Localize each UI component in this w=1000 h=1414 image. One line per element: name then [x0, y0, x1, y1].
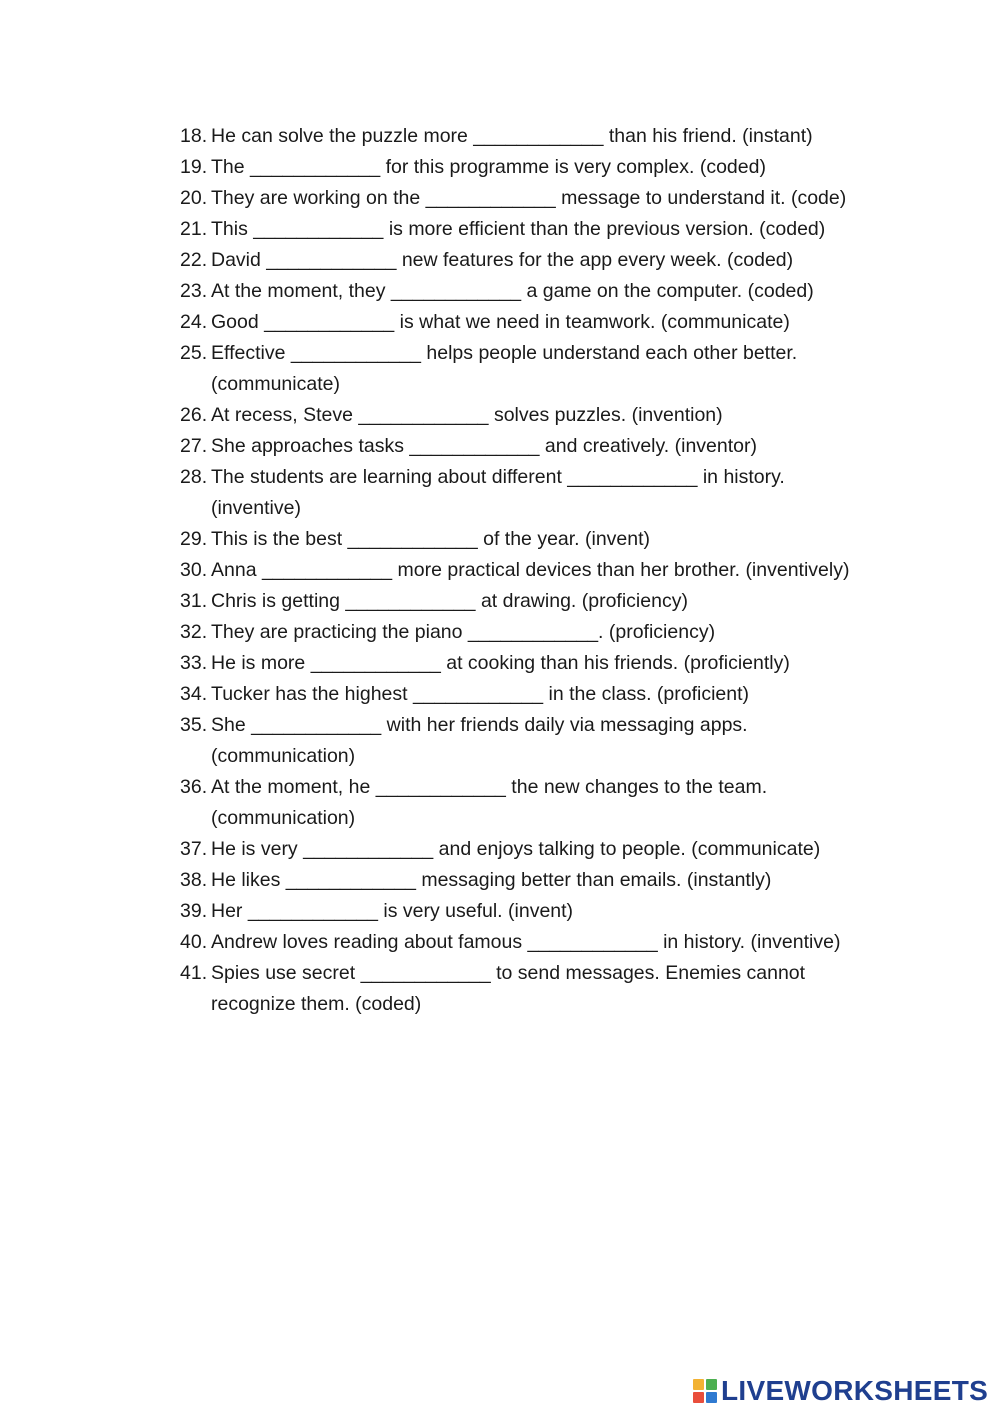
question-item: [180, 586, 870, 617]
question-item: [180, 865, 870, 896]
question-number: 27.: [180, 435, 208, 457]
question-item: [180, 772, 870, 834]
question-number: 35.: [180, 714, 208, 736]
question-item: [180, 462, 870, 524]
question-text: David ____________ new features for the app every week. (coded): [211, 249, 794, 271]
question-number: 23.: [180, 280, 208, 302]
logo-square: [693, 1392, 704, 1403]
logo-square: [706, 1379, 717, 1390]
question-number: 24.: [180, 311, 208, 333]
question-text: At the moment, he ____________ the new changes to the team. (communication): [211, 776, 768, 829]
question-text: He is more ____________ at cooking than his friends. (proficiently): [211, 652, 790, 674]
question-number: 22.: [180, 249, 208, 271]
question-item: [180, 431, 870, 462]
question-number: 21.: [180, 218, 208, 240]
question-text: Spies use secret ____________ to send messages. Enemies cannot recognize them. (coded): [211, 962, 806, 1015]
question-number: 36.: [180, 776, 208, 798]
question-item: [180, 679, 870, 710]
question-number: 28.: [180, 466, 208, 488]
question-text: She ____________ with her friends daily via messaging apps. (communication): [211, 714, 748, 767]
question-item: [180, 710, 870, 772]
question-text: At recess, Steve ____________ solves puzzles. (invention): [211, 404, 723, 426]
question-number: 30.: [180, 559, 208, 581]
question-text: Effective ____________ helps people understand each other better. (communicate): [211, 342, 798, 395]
question-number: 18.: [180, 125, 208, 147]
question-item: [180, 648, 870, 679]
question-item: [180, 121, 870, 152]
question-text: Anna ____________ more practical devices than her brother. (inventively): [211, 559, 850, 581]
question-number: 37.: [180, 838, 208, 860]
question-text: This is the best ____________ of the year. (invent): [211, 528, 651, 550]
question-text: The students are learning about different ____________ in history. (inventive): [211, 466, 785, 519]
question-number: 20.: [180, 187, 208, 209]
question-number: 34.: [180, 683, 208, 705]
question-item: [180, 338, 870, 400]
question-text: They are working on the ____________ message to understand it. (code): [211, 187, 847, 209]
question-text: He is very ____________ and enjoys talking to people. (communicate): [211, 838, 821, 860]
worksheet-questions: [180, 121, 870, 1020]
liveworksheets-logo-icon: [693, 1379, 717, 1403]
logo-square: [706, 1392, 717, 1403]
question-text: At the moment, they ____________ a game on the computer. (coded): [211, 280, 814, 302]
question-text: Tucker has the highest ____________ in the class. (proficient): [211, 683, 750, 705]
question-number: 19.: [180, 156, 208, 178]
question-item: [180, 214, 870, 245]
question-text: The ____________ for this programme is very complex. (coded): [211, 156, 766, 178]
question-item: [180, 896, 870, 927]
question-text: He likes ____________ messaging better than emails. (instantly): [211, 869, 772, 891]
question-text: This ____________ is more efficient than the previous version. (coded): [211, 218, 826, 240]
question-item: [180, 152, 870, 183]
liveworksheets-brand: [693, 1373, 988, 1409]
question-number: 31.: [180, 590, 208, 612]
question-text: Andrew loves reading about famous ____________ in history. (inventive): [211, 931, 841, 953]
question-number: 39.: [180, 900, 208, 922]
question-number: 40.: [180, 931, 208, 953]
question-text: He can solve the puzzle more ____________ than his friend. (instant): [211, 125, 813, 147]
question-item: [180, 958, 870, 1020]
question-item: [180, 834, 870, 865]
logo-square: [693, 1379, 704, 1390]
question-number: 33.: [180, 652, 208, 674]
question-item: [180, 524, 870, 555]
question-item: [180, 400, 870, 431]
question-item: [180, 307, 870, 338]
question-item: [180, 276, 870, 307]
question-text: Good ____________ is what we need in teamwork. (communicate): [211, 311, 790, 333]
question-number: 32.: [180, 621, 208, 643]
question-number: 41.: [180, 962, 208, 984]
question-item: [180, 555, 870, 586]
question-item: [180, 617, 870, 648]
question-number: 38.: [180, 869, 208, 891]
question-item: [180, 927, 870, 958]
question-text: Chris is getting ____________ at drawing. (proficiency): [211, 590, 688, 612]
question-text: They are practicing the piano ____________. (proficiency): [211, 621, 716, 643]
question-item: [180, 245, 870, 276]
question-item: [180, 183, 870, 214]
question-number: 29.: [180, 528, 208, 550]
question-number: 25.: [180, 342, 208, 364]
brand-name: LIVEWORKSHEETS: [721, 1375, 989, 1406]
question-text: She approaches tasks ____________ and creatively. (inventor): [211, 435, 757, 457]
question-text: Her ____________ is very useful. (invent): [211, 900, 574, 922]
question-number: 26.: [180, 404, 208, 426]
